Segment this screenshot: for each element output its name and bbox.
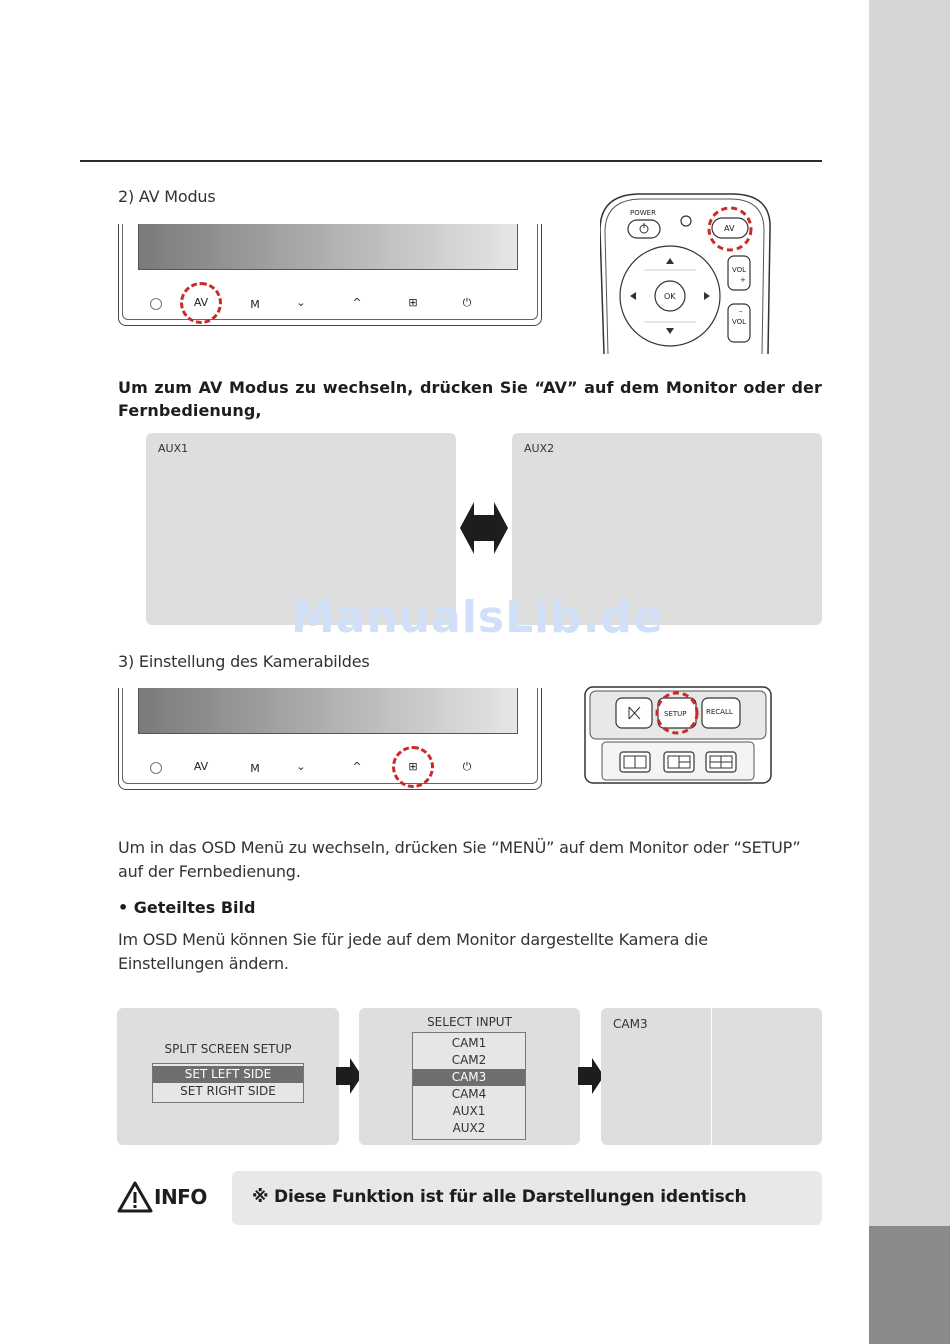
monitor-split-button[interactable]: ⊞: [408, 760, 418, 773]
osd-result-label: CAM3: [613, 1017, 648, 1031]
osd-split-title: SPLIT SCREEN SETUP: [164, 1042, 292, 1056]
monitor-down-button[interactable]: ⌄: [296, 296, 306, 309]
monitor-power-button[interactable]: ⏻: [462, 760, 472, 773]
osd-menu-item-cam3[interactable]: CAM3: [413, 1069, 525, 1086]
header-rule: [80, 160, 822, 162]
osd-split-menu: [152, 1063, 304, 1103]
section-title-av: 2) AV Modus: [118, 187, 216, 206]
info-text: ※ Diese Funktion ist für alle Darstellungen identisch: [252, 1187, 747, 1207]
split-divider: [711, 1008, 712, 1145]
monitor-up-button[interactable]: ^: [352, 760, 362, 773]
osd-menu-item-aux2[interactable]: AUX2: [452, 1121, 486, 1135]
remote-ok-button[interactable]: OK: [664, 292, 676, 301]
av-highlight-circle: [180, 282, 222, 324]
remote-setup-button[interactable]: SETUP: [664, 710, 687, 718]
info-label: INFO: [154, 1185, 207, 1209]
remote-control-setup: [584, 686, 772, 784]
remote-recall-button[interactable]: RECALL: [706, 708, 733, 716]
monitor-split-button[interactable]: ⊞: [408, 296, 418, 309]
osd-select-input-title: SELECT INPUT: [427, 1015, 512, 1029]
aux1-label: AUX1: [158, 442, 189, 455]
split-screen-description: Im OSD Menü können Sie für jede auf dem Monitor dargestellte Kamera die Einstellungen ändern.: [118, 930, 708, 973]
remote-av-button[interactable]: AV: [724, 224, 735, 233]
remote-control-av: [600, 190, 772, 354]
setup-instruction: Um in das OSD Menü zu wechseln, drücken Sie “MENÜ” auf dem Monitor oder “SETUP” auf der Fernbedienung.: [118, 838, 801, 881]
aux2-label: AUX2: [524, 442, 555, 455]
monitor-av-button[interactable]: AV: [193, 760, 209, 773]
watermark: ManualsLib.de: [291, 592, 664, 643]
section-title-setup: 3) Einstellung des Kamerabildes: [118, 652, 370, 671]
monitor-menu-button[interactable]: M: [250, 762, 260, 775]
remote-vol-plus-label: +: [740, 276, 746, 284]
osd-select-input-panel: [359, 1008, 580, 1145]
power-led-icon: [150, 298, 162, 310]
monitor-screen: [138, 224, 518, 270]
warning-icon: [117, 1181, 153, 1213]
monitor-down-button[interactable]: ⌄: [296, 760, 306, 773]
monitor-panel-av: [118, 224, 542, 326]
monitor-panel-setup: [118, 688, 542, 790]
monitor-power-button[interactable]: ⏻: [462, 296, 472, 309]
osd-menu-item-aux1[interactable]: AUX1: [452, 1104, 486, 1118]
monitor-av-button[interactable]: AV: [193, 296, 209, 309]
monitor-up-button[interactable]: ^: [352, 296, 362, 309]
remote-vol-down-label: VOL: [732, 318, 747, 326]
monitor-screen: [138, 688, 518, 734]
monitor-menu-button[interactable]: M: [250, 298, 260, 311]
osd-split-result-panel: [601, 1008, 822, 1145]
osd-split-setup-panel: [117, 1008, 339, 1145]
osd-menu-item-set-right[interactable]: SET RIGHT SIDE: [180, 1084, 276, 1098]
double-arrow-icon: [460, 502, 508, 554]
osd-menu-item-cam2[interactable]: CAM2: [451, 1053, 487, 1067]
osd-menu-item-cam4[interactable]: CAM4: [451, 1087, 487, 1101]
split-screen-heading: • Geteiltes Bild: [118, 898, 256, 917]
page-side-bar: [869, 0, 950, 1344]
av-instruction: Um zum AV Modus zu wechseln, drücken Sie “AV” auf dem Monitor oder der Fernbedienung,: [118, 378, 822, 420]
remote-vol-up-label: VOL: [732, 266, 747, 274]
menu-highlight-circle: [392, 746, 434, 788]
page-side-tab: [869, 1226, 950, 1344]
osd-menu-item-cam1[interactable]: CAM1: [451, 1036, 487, 1050]
osd-input-menu: [412, 1032, 526, 1140]
osd-menu-item-set-left[interactable]: SET LEFT SIDE: [153, 1066, 303, 1083]
remote-power-label: POWER: [630, 209, 656, 217]
info-box: [232, 1171, 822, 1225]
remote-vol-minus-label: –: [739, 307, 743, 315]
power-led-icon: [150, 762, 162, 774]
